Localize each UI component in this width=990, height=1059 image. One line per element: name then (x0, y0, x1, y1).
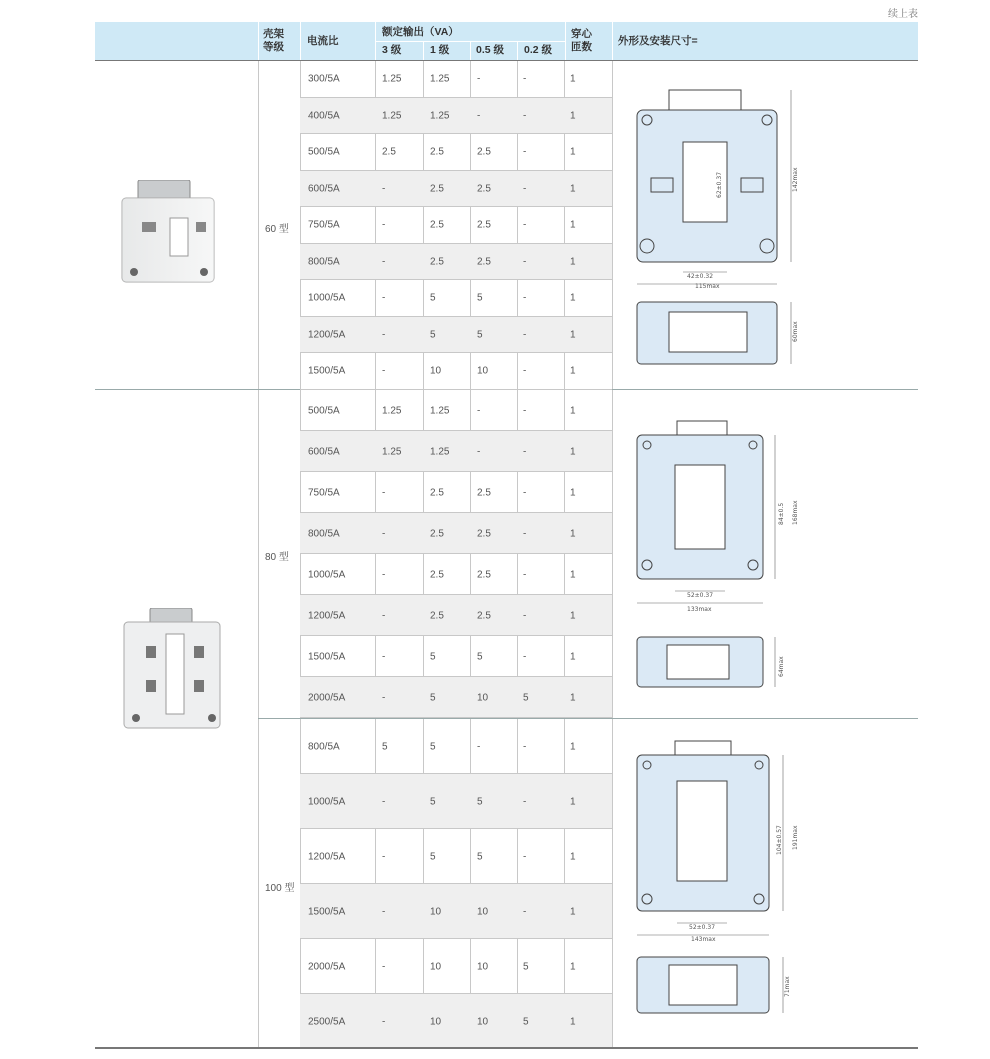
table-row (300, 390, 612, 431)
cell-c02: - (523, 292, 527, 304)
cell-ratio: 800/5A (308, 528, 340, 539)
cell-c1: 2.5 (430, 219, 444, 231)
cell-c3: - (382, 256, 386, 268)
cell-c3: 1.25 (382, 110, 402, 122)
cell-turns: 1 (570, 1016, 576, 1027)
cell-c1: 1.25 (430, 446, 450, 457)
cell-c3: - (382, 219, 386, 231)
cell-c02: - (523, 183, 527, 195)
cell-ratio: 800/5A (308, 741, 340, 752)
cell-c02: - (523, 906, 527, 917)
cell-ratio: 2000/5A (308, 961, 346, 972)
table-row (300, 207, 612, 244)
dim-window-h-100: 104±0.57 (776, 825, 783, 855)
cell-c05: 5 (477, 796, 483, 807)
cell-turns: 1 (570, 528, 576, 539)
cell-c02: 5 (523, 692, 529, 703)
cell-c3: - (382, 292, 386, 304)
header-class-1: 1 级 (430, 44, 450, 56)
cell-c05: 2.5 (477, 146, 491, 158)
cell-c05: 5 (477, 851, 483, 862)
cell-c02: - (523, 528, 527, 539)
cell-c3: 2.5 (382, 146, 396, 158)
cell-c05: 2.5 (477, 528, 491, 539)
cell-c02: - (523, 329, 527, 341)
cell-turns: 1 (570, 651, 576, 662)
cell-c3: - (382, 651, 386, 662)
header-class-3: 3 级 (382, 44, 402, 56)
header-class-05: 0.5 级 (476, 44, 505, 56)
cell-turns: 1 (570, 906, 576, 917)
table-row (300, 994, 612, 1049)
cell-ratio: 1000/5A (308, 569, 346, 580)
table-row (300, 353, 612, 390)
cell-c1: 5 (430, 329, 436, 341)
cell-ratio: 300/5A (308, 73, 340, 85)
cell-c3: - (382, 183, 386, 195)
cell-c05: 10 (477, 692, 489, 703)
table-row (300, 554, 612, 595)
cell-turns: 1 (570, 741, 576, 752)
cell-c05: 10 (477, 365, 489, 377)
cell-c3: - (382, 906, 386, 917)
cell-c05: 2.5 (477, 256, 491, 268)
cell-ratio: 2000/5A (308, 692, 346, 703)
cell-c1: 10 (430, 906, 442, 917)
table-row (300, 244, 612, 281)
cell-c05: 2.5 (477, 183, 491, 195)
cell-turns: 1 (570, 446, 576, 457)
type-label-60: 60 型 (265, 224, 289, 235)
cell-turns: 1 (570, 219, 576, 231)
cell-c05: 5 (477, 292, 483, 304)
cell-c02: - (523, 651, 527, 662)
cell-c3: 5 (382, 741, 388, 752)
cell-c05: - (477, 73, 481, 85)
cell-c02: - (523, 851, 527, 862)
cell-c05: - (477, 405, 481, 416)
table-row (300, 595, 612, 636)
dim-outer-h-80: 168max (792, 500, 799, 525)
cell-turns: 1 (570, 110, 576, 122)
cell-c1: 5 (430, 692, 436, 703)
cell-c02: - (523, 219, 527, 231)
header-frame-grade: 壳架 等级 (263, 28, 284, 53)
cell-ratio: 2500/5A (308, 1016, 346, 1027)
cell-c3: - (382, 796, 386, 807)
cell-turns: 1 (570, 692, 576, 703)
cell-ratio: 1200/5A (308, 851, 346, 862)
cell-c1: 10 (430, 961, 442, 972)
cell-c05: - (477, 741, 481, 752)
cell-ratio: 1500/5A (308, 906, 346, 917)
table-row (300, 317, 612, 354)
header-turns: 穿心 匝数 (571, 28, 592, 53)
cell-c1: 2.5 (430, 256, 444, 268)
dim-outer-w-100: 143max (691, 936, 716, 943)
cell-c1: 2.5 (430, 183, 444, 195)
table-row (300, 134, 612, 171)
cell-c02: - (523, 73, 527, 85)
cell-turns: 1 (570, 256, 576, 268)
dim-outer-h-60: 142max (792, 167, 799, 192)
cell-c05: - (477, 446, 481, 457)
cell-ratio: 800/5A (308, 256, 340, 268)
dim-depth-60: 60max (792, 321, 799, 342)
cell-c02: - (523, 446, 527, 457)
table-row (300, 939, 612, 994)
cell-ratio: 500/5A (308, 405, 340, 416)
product-photo-60 (118, 180, 218, 285)
table-row (300, 431, 612, 472)
drawing-100 (625, 735, 815, 1025)
dim-depth-100: 71max (784, 976, 791, 997)
dim-depth-80: 64max (778, 656, 785, 677)
dim-inner-w-80: 52±0.37 (687, 592, 714, 599)
dim-window-h-80: 84±0.5 (778, 502, 785, 525)
cell-c3: - (382, 692, 386, 703)
drawing-60 (625, 80, 815, 380)
cell-c02: - (523, 569, 527, 580)
cell-c1: 2.5 (430, 146, 444, 158)
cell-ratio: 1200/5A (308, 610, 346, 621)
cell-c3: - (382, 569, 386, 580)
drawing-80 (625, 415, 815, 705)
dim-inner-w-100: 52±0.37 (689, 924, 716, 931)
cell-c02: 5 (523, 961, 529, 972)
cell-c3: - (382, 610, 386, 621)
cell-ratio: 400/5A (308, 110, 340, 122)
cell-ratio: 750/5A (308, 487, 340, 498)
table-row (300, 472, 612, 513)
cell-c02: - (523, 256, 527, 268)
cell-turns: 1 (570, 365, 576, 377)
cell-c05: 2.5 (477, 569, 491, 580)
cell-turns: 1 (570, 292, 576, 304)
cell-c05: 2.5 (477, 610, 491, 621)
cell-c05: 5 (477, 329, 483, 341)
cell-ratio: 1000/5A (308, 292, 346, 304)
table-row (300, 719, 612, 774)
dim-inner-w-60: 42±0.32 (687, 273, 714, 280)
cell-ratio: 750/5A (308, 219, 340, 231)
cell-c02: - (523, 610, 527, 621)
cell-c1: 1.25 (430, 73, 450, 85)
dim-outer-h-100: 191max (792, 825, 799, 850)
dim-window-h-60: 62±0.37 (716, 171, 723, 198)
cell-turns: 1 (570, 183, 576, 195)
cell-ratio: 1500/5A (308, 365, 346, 377)
table-row (300, 61, 612, 98)
continued-note: 续上表 (888, 9, 918, 20)
cell-c3: - (382, 961, 386, 972)
cell-c1: 1.25 (430, 110, 450, 122)
cell-turns: 1 (570, 405, 576, 416)
table-row (300, 774, 612, 829)
dim-outer-w-80: 133max (687, 606, 712, 613)
cell-c1: 5 (430, 851, 436, 862)
cell-c05: 10 (477, 961, 489, 972)
cell-ratio: 1000/5A (308, 796, 346, 807)
cell-c1: 5 (430, 292, 436, 304)
cell-ratio: 600/5A (308, 183, 340, 195)
table-row (300, 884, 612, 939)
cell-c1: 5 (430, 651, 436, 662)
cell-c05: 2.5 (477, 219, 491, 231)
header-dimensions: 外形及安装尺寸= (618, 35, 698, 47)
cell-c1: 2.5 (430, 528, 444, 539)
cell-c05: 2.5 (477, 487, 491, 498)
cell-c02: 5 (523, 1016, 529, 1027)
cell-c05: 5 (477, 651, 483, 662)
table-row (300, 636, 612, 677)
cell-ratio: 600/5A (308, 446, 340, 457)
cell-c3: - (382, 851, 386, 862)
cell-c02: - (523, 146, 527, 158)
table-row (300, 513, 612, 554)
cell-c1: 10 (430, 365, 442, 377)
cell-turns: 1 (570, 487, 576, 498)
product-photo-80 (120, 608, 225, 730)
cell-c3: - (382, 329, 386, 341)
cell-c02: - (523, 796, 527, 807)
cell-c3: - (382, 1016, 386, 1027)
cell-c1: 2.5 (430, 569, 444, 580)
cell-c02: - (523, 365, 527, 377)
cell-turns: 1 (570, 796, 576, 807)
header-class-02: 0.2 级 (524, 44, 553, 56)
cell-turns: 1 (570, 569, 576, 580)
table-row (300, 171, 612, 208)
cell-c05: 10 (477, 906, 489, 917)
cell-c3: - (382, 487, 386, 498)
cell-c3: 1.25 (382, 446, 402, 457)
cell-c3: 1.25 (382, 405, 402, 416)
cell-turns: 1 (570, 961, 576, 972)
cell-c02: - (523, 110, 527, 122)
cell-turns: 1 (570, 73, 576, 85)
table-row (300, 677, 612, 718)
cell-turns: 1 (570, 610, 576, 621)
cell-turns: 1 (570, 329, 576, 341)
cell-c1: 2.5 (430, 610, 444, 621)
cell-ratio: 1200/5A (308, 329, 346, 341)
cell-c3: - (382, 528, 386, 539)
cell-turns: 1 (570, 146, 576, 158)
cell-c02: - (523, 487, 527, 498)
table-row (300, 98, 612, 135)
type-label-100: 100 型 (265, 883, 295, 894)
header-current-ratio: 电流比 (307, 35, 339, 47)
table-header (95, 22, 918, 60)
cell-ratio: 1500/5A (308, 651, 346, 662)
cell-c1: 10 (430, 1016, 442, 1027)
cell-c3: 1.25 (382, 73, 402, 85)
dim-outer-w-60: 115max (695, 283, 720, 290)
cell-c02: - (523, 405, 527, 416)
header-rated-output: 额定输出（VA） (382, 26, 459, 38)
cell-c3: - (382, 365, 386, 377)
cell-ratio: 500/5A (308, 146, 340, 158)
cell-c1: 5 (430, 796, 436, 807)
cell-c1: 2.5 (430, 487, 444, 498)
cell-c02: - (523, 741, 527, 752)
cell-c1: 1.25 (430, 405, 450, 416)
cell-c1: 5 (430, 741, 436, 752)
cell-c05: - (477, 110, 481, 122)
type-label-80: 80 型 (265, 552, 289, 563)
table-row (300, 280, 612, 317)
cell-turns: 1 (570, 851, 576, 862)
table-row (300, 829, 612, 884)
cell-c05: 10 (477, 1016, 489, 1027)
